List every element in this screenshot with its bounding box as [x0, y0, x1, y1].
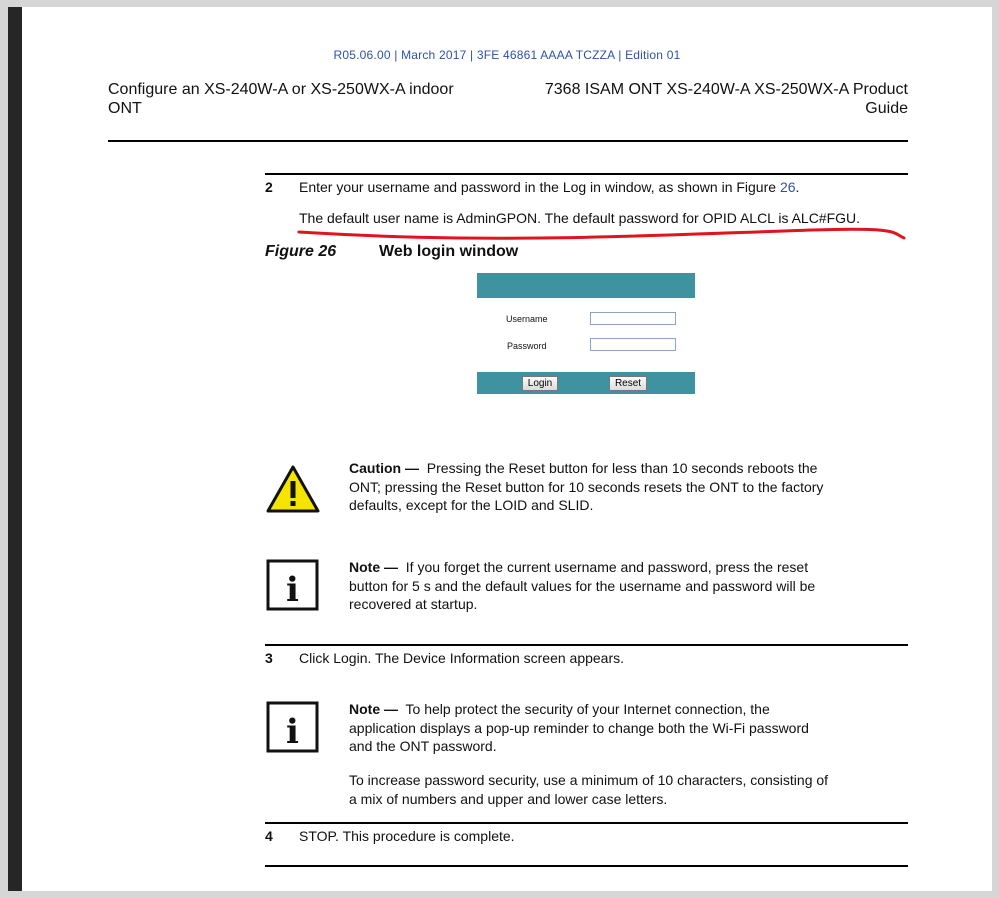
username-label: Username [506, 314, 548, 324]
figure-link[interactable]: 26 [779, 179, 796, 195]
left-border-bar [8, 7, 22, 891]
warning-icon [265, 464, 321, 514]
procedure-end-divider [265, 865, 908, 867]
default-credentials: The default user name is AdminGPON. The default password for OPID ALCL is ALC#FGU. [299, 210, 861, 226]
svg-text:i: i [286, 570, 299, 610]
figure-title: Web login window [379, 243, 519, 260]
figure-label: Figure 26 [265, 243, 337, 260]
caution-title: Caution — [349, 460, 419, 476]
step-divider [265, 644, 908, 646]
caution-text: Pressing the Reset button for less than 10 seconds reboots the ONT; pressing the Reset button for 10 seconds resets the ONT to the factory defaults, except for the LOID and SLID. [349, 460, 824, 513]
svg-text:i: i [286, 712, 299, 752]
password-input[interactable] [590, 338, 676, 351]
header-guide-title: 7368 ISAM ONT XS-240W-A XS-250WX-A Product Guide [544, 81, 908, 117]
step-number: 4 [265, 828, 273, 844]
red-underline-annotation [22, 7, 992, 267]
caution-notice [349, 459, 834, 515]
login-button[interactable]: Login [522, 376, 558, 391]
step-number: 2 [265, 179, 273, 195]
note-security-tip: To increase password security, use a minimum of 10 characters, consisting of a mix of numbers and upper and lower case letters. [349, 772, 829, 807]
note-text: To help protect the security of your Internet connection, the application displays a pop-up reminder to change both the Wi-Fi password and the ONT password. [349, 701, 809, 754]
login-window [477, 273, 695, 394]
reset-button[interactable]: Reset [609, 376, 647, 391]
info-icon [266, 559, 319, 611]
header-section-title: Configure an XS-240W-A or XS-250WX-A indoor ONT [108, 81, 454, 117]
username-input[interactable] [590, 312, 676, 325]
step-text: Click Login. The Device Information screen appears. [299, 650, 625, 666]
document-page [22, 7, 992, 891]
login-header-bar [477, 273, 695, 298]
note-security [349, 700, 834, 756]
document-id: R05.06.00 | March 2017 | 3FE 46861 AAAA TCZZA | Edition 01 [333, 48, 681, 62]
note-text: If you forget the current username and password, press the reset button for 5 s and the default values for the username and password will be recovered at startup. [349, 559, 816, 612]
step-text: STOP. This procedure is complete. [299, 828, 515, 844]
step-divider [265, 822, 908, 824]
note-title: Note — [349, 559, 398, 575]
login-button-bar [477, 372, 695, 394]
step-text-end: . [795, 179, 800, 195]
info-icon [266, 701, 319, 753]
step-number: 3 [265, 650, 273, 666]
step-text-part: Enter your username and password in the Log in window, as shown in Figure [299, 179, 780, 195]
note-title: Note — [349, 701, 398, 717]
password-label: Password [507, 341, 547, 351]
note-forgot-password [349, 558, 834, 614]
